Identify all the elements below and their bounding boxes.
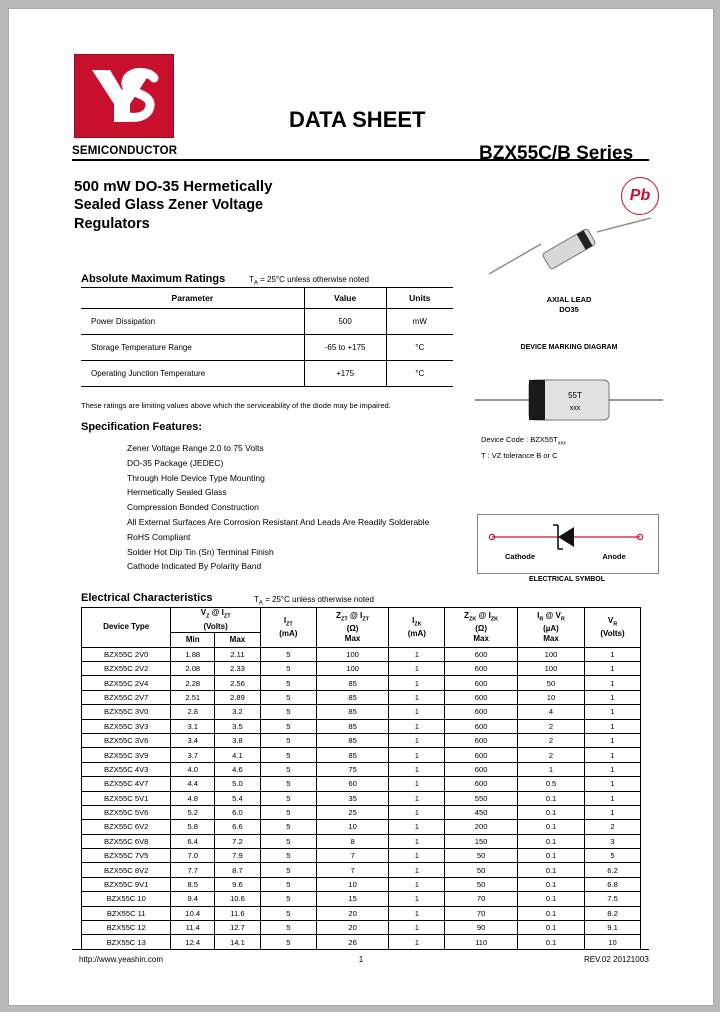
axial-caption-line1: AXIAL LEAD — [546, 295, 592, 304]
ec-r3-c3: 5 — [260, 690, 316, 704]
footer-revision: REV.02 2012100З — [583, 955, 649, 964]
ec-r0-c1: 1.88 — [171, 647, 215, 661]
ec-r0-c5: 1 — [389, 647, 445, 661]
ec-subcol-min: Min — [171, 632, 215, 647]
ec-r2-c3: 5 — [260, 676, 316, 690]
table-row — [82, 690, 641, 704]
ec-r12-c8: 2 — [585, 820, 641, 834]
table-row — [81, 361, 453, 387]
ec-r10-c6: 550 — [445, 791, 518, 805]
product-heading — [74, 177, 404, 234]
ec-r3-c8: 1 — [585, 690, 641, 704]
list-item: Through Hole Device Type Mounting — [127, 472, 265, 483]
ec-r12-c0: BZX55C 6V2 — [82, 820, 171, 834]
ec-r19-c7: 0.1 — [517, 921, 584, 935]
ec-r6-c1: 3.4 — [171, 733, 215, 747]
abs-r1-c2: °C — [386, 335, 453, 361]
footer-url[interactable]: http://www.yeashin.com — [79, 955, 164, 964]
ec-r10-c3: 5 — [260, 791, 316, 805]
ec-r10-c0: BZX55C 5V1 — [82, 791, 171, 805]
ec-r11-c2: 6.0 — [215, 805, 261, 819]
ec-col-zzt: $Z_{ZT}$ @ $I_{ZT}$ (Ω) Max — [316, 608, 389, 648]
ec-r13-c5: 1 — [389, 834, 445, 848]
ec-r3-c7: 10 — [517, 690, 584, 704]
ec-r20-c5: 1 — [389, 935, 445, 949]
table-row — [81, 335, 453, 361]
ec-r10-c8: 1 — [585, 791, 641, 805]
ec-r20-c0: BZX55C 13 — [82, 935, 171, 949]
list-item: Compression Bonded Construction — [127, 502, 259, 513]
ec-r9-c4: 60 — [316, 777, 389, 791]
ec-r16-c8: 6.8 — [585, 877, 641, 891]
footer-page-number: 1 — [358, 955, 364, 964]
footer-divider — [72, 949, 649, 950]
table-row — [82, 791, 641, 805]
electrical-symbol-caption: ELECTRICAL SYMBOL — [528, 576, 606, 583]
table-row — [82, 719, 641, 733]
ec-r1-c5: 1 — [389, 661, 445, 675]
ec-r8-c2: 4.6 — [215, 762, 261, 776]
table-row — [82, 921, 641, 935]
ec-r2-c0: BZX55C 2V4 — [82, 676, 171, 690]
ec-r19-c2: 12.7 — [215, 921, 261, 935]
ec-r20-c8: 10 — [585, 935, 641, 949]
table-row — [82, 906, 641, 920]
ec-r0-c8: 1 — [585, 647, 641, 661]
ec-r1-c2: 2.33 — [215, 661, 261, 675]
ec-r10-c2: 5.4 — [215, 791, 261, 805]
ec-r5-c1: 3.1 — [171, 719, 215, 733]
abs-r2-c2: °C — [386, 361, 453, 387]
list-item: Cathode Indicated By Polarity Band — [127, 561, 262, 572]
ec-r2-c7: 50 — [517, 676, 584, 690]
table-row — [82, 834, 641, 848]
ec-r3-c6: 600 — [445, 690, 518, 704]
axial-lead-diagram — [479, 204, 659, 294]
ec-r1-c3: 5 — [260, 661, 316, 675]
ec-r9-c2: 5.0 — [215, 777, 261, 791]
ec-r18-c3: 5 — [260, 906, 316, 920]
ec-r10-c5: 1 — [389, 791, 445, 805]
ec-r17-c0: BZX55C 10 — [82, 892, 171, 906]
ec-r7-c7: 2 — [517, 748, 584, 762]
ec-r16-c7: 0.1 — [517, 877, 584, 891]
ec-r6-c6: 600 — [445, 733, 518, 747]
ec-r16-c1: 8.5 — [171, 877, 215, 891]
table-row — [82, 777, 641, 791]
ec-r10-c1: 4.8 — [171, 791, 215, 805]
ec-r8-c7: 1 — [517, 762, 584, 776]
table-row — [81, 309, 453, 335]
ec-r2-c1: 2.28 — [171, 676, 215, 690]
ec-r12-c4: 10 — [316, 820, 389, 834]
ec-r7-c6: 600 — [445, 748, 518, 762]
ec-r9-c3: 5 — [260, 777, 316, 791]
elec-char-title: Electrical Characteristics — [81, 592, 213, 604]
ec-r8-c8: 1 — [585, 762, 641, 776]
ec-r13-c8: 3 — [585, 834, 641, 848]
ec-r15-c1: 7.7 — [171, 863, 215, 877]
ec-r8-c3: 5 — [260, 762, 316, 776]
abs-col-units: Units — [386, 288, 453, 309]
ec-r4-c2: 3.2 — [215, 705, 261, 719]
ec-r20-c7: 0.1 — [517, 935, 584, 949]
ec-r17-c2: 10.6 — [215, 892, 261, 906]
ec-r13-c7: 0.1 — [517, 834, 584, 848]
ec-r18-c5: 1 — [389, 906, 445, 920]
electrical-symbol-diagram — [477, 514, 659, 574]
table-row — [82, 733, 641, 747]
ec-r4-c6: 600 — [445, 705, 518, 719]
ec-r3-c5: 1 — [389, 690, 445, 704]
ec-r14-c6: 50 — [445, 849, 518, 863]
ec-r13-c4: 8 — [316, 834, 389, 848]
ec-r6-c4: 85 — [316, 733, 389, 747]
abs-r0-c0: Power Dissipation — [81, 309, 304, 335]
ec-r19-c6: 90 — [445, 921, 518, 935]
list-item: DO-35 Package (JEDEC) — [127, 457, 224, 468]
ec-r13-c3: 5 — [260, 834, 316, 848]
ec-r10-c4: 35 — [316, 791, 389, 805]
list-item: Solder Hot Dip Tin (Sn) Terminal Finish — [127, 546, 274, 557]
ec-r0-c4: 100 — [316, 647, 389, 661]
ec-r15-c8: 6.2 — [585, 863, 641, 877]
ec-r16-c3: 5 — [260, 877, 316, 891]
abs-r2-c1: +175 — [304, 361, 386, 387]
ec-r15-c0: BZX55C 8V2 — [82, 863, 171, 877]
abs-r0-c2: mW — [386, 309, 453, 335]
ec-r20-c4: 26 — [316, 935, 389, 949]
ec-r7-c2: 4.1 — [215, 748, 261, 762]
document-page — [8, 8, 714, 1006]
ec-r12-c1: 5.8 — [171, 820, 215, 834]
svg-text:55T: 55T — [568, 391, 582, 400]
ec-col-zzk: $Z_{ZK}$ @ $I_{ZK}$ (Ω) Max — [445, 608, 518, 648]
table-row — [82, 676, 641, 690]
ec-r17-c6: 70 — [445, 892, 518, 906]
ec-r7-c5: 1 — [389, 748, 445, 762]
table-row — [82, 762, 641, 776]
device-code-note — [481, 434, 566, 461]
ec-r17-c7: 0.1 — [517, 892, 584, 906]
ec-r17-c5: 1 — [389, 892, 445, 906]
ec-r13-c2: 7.2 — [215, 834, 261, 848]
svg-text:Anode: Anode — [602, 552, 626, 561]
ec-r3-c0: BZX55C 2V7 — [82, 690, 171, 704]
ec-r20-c3: 5 — [260, 935, 316, 949]
ec-col-izk: $I_{ZK}$ (mA) — [389, 608, 445, 648]
ec-r18-c8: 8.2 — [585, 906, 641, 920]
ec-r7-c0: BZX55C 3V9 — [82, 748, 171, 762]
ec-r18-c6: 70 — [445, 906, 518, 920]
ec-r8-c5: 1 — [389, 762, 445, 776]
table-header-row — [81, 288, 453, 309]
abs-col-value: Value — [304, 288, 386, 309]
ec-r13-c6: 150 — [445, 834, 518, 848]
ec-r4-c5: 1 — [389, 705, 445, 719]
ec-r4-c1: 2.8 — [171, 705, 215, 719]
ec-r15-c3: 5 — [260, 863, 316, 877]
ec-r19-c3: 5 — [260, 921, 316, 935]
elec-char-note: $T_A = 25^\circ C$ unless otherwise noted — [254, 595, 374, 607]
ec-r17-c3: 5 — [260, 892, 316, 906]
ec-r2-c5: 1 — [389, 676, 445, 690]
ec-r18-c0: BZX55C 11 — [82, 906, 171, 920]
ec-col-izt: $I_{ZT}$ (mA) — [260, 608, 316, 648]
product-heading-line2: Sealed Glass Zener Voltage — [74, 197, 264, 213]
ec-r9-c0: BZX55C 4V7 — [82, 777, 171, 791]
ec-r5-c6: 600 — [445, 719, 518, 733]
ec-r5-c3: 5 — [260, 719, 316, 733]
table-row — [82, 877, 641, 891]
ec-r4-c3: 5 — [260, 705, 316, 719]
table-row — [82, 748, 641, 762]
ec-r19-c0: BZX55C 12 — [82, 921, 171, 935]
ec-r16-c0: BZX55C 9V1 — [82, 877, 171, 891]
ec-r11-c8: 1 — [585, 805, 641, 819]
ec-r13-c1: 6.4 — [171, 834, 215, 848]
lead-free-pb-icon: Pb — [621, 177, 659, 215]
ec-r16-c4: 10 — [316, 877, 389, 891]
ec-col-ir: $I_R$ @ $V_R$ (µA) Max — [517, 608, 584, 648]
abs-max-footnote: These ratings are limiting values above which the serviceability of the diode may be impaired. — [81, 401, 391, 410]
ec-r19-c5: 1 — [389, 921, 445, 935]
ec-r2-c4: 85 — [316, 676, 389, 690]
ec-r8-c4: 75 — [316, 762, 389, 776]
ec-r5-c8: 1 — [585, 719, 641, 733]
ec-r2-c2: 2.56 — [215, 676, 261, 690]
device-marking-diagram — [471, 364, 667, 436]
ec-r5-c7: 2 — [517, 719, 584, 733]
ec-r5-c5: 1 — [389, 719, 445, 733]
ec-r15-c5: 1 — [389, 863, 445, 877]
ys-logo-icon — [76, 56, 172, 136]
ec-r2-c8: 1 — [585, 676, 641, 690]
ec-subcol-max: Max — [215, 632, 261, 647]
ec-r1-c1: 2.08 — [171, 661, 215, 675]
ec-r9-c1: 4.4 — [171, 777, 215, 791]
list-item: Hermetically Sealed Glass — [127, 487, 227, 498]
ec-r19-c1: 11.4 — [171, 921, 215, 935]
company-name: SEMICONDUCTOR — [72, 145, 178, 157]
ec-r11-c7: 0.1 — [517, 805, 584, 819]
abs-max-note: $T_A = 25^\circ C$ unless otherwise noted — [249, 275, 369, 287]
ec-r4-c7: 4 — [517, 705, 584, 719]
ec-r3-c4: 85 — [316, 690, 389, 704]
ec-r5-c0: BZX55C 3V3 — [82, 719, 171, 733]
ec-r14-c1: 7.0 — [171, 849, 215, 863]
product-heading-line1: 500 mW DO-35 Hermetically — [74, 178, 273, 195]
ec-r15-c4: 7 — [316, 863, 389, 877]
ec-r3-c1: 2.51 — [171, 690, 215, 704]
ec-r8-c1: 4.0 — [171, 762, 215, 776]
ec-r12-c7: 0.1 — [517, 820, 584, 834]
ec-r20-c2: 14.1 — [215, 935, 261, 949]
ec-r17-c8: 7.5 — [585, 892, 641, 906]
ec-r16-c2: 9.6 — [215, 877, 261, 891]
ec-r11-c5: 1 — [389, 805, 445, 819]
table-row — [82, 863, 641, 877]
ec-r11-c1: 5.2 — [171, 805, 215, 819]
ec-r9-c7: 0.5 — [517, 777, 584, 791]
ec-r6-c0: BZX55C 3V6 — [82, 733, 171, 747]
ec-r9-c5: 1 — [389, 777, 445, 791]
ec-r20-c6: 110 — [445, 935, 518, 949]
ec-r10-c7: 0.1 — [517, 791, 584, 805]
table-row — [82, 849, 641, 863]
table-row — [82, 661, 641, 675]
ec-r6-c5: 1 — [389, 733, 445, 747]
ec-r11-c0: BZX55C 5V6 — [82, 805, 171, 819]
ec-r11-c3: 5 — [260, 805, 316, 819]
ec-r16-c5: 1 — [389, 877, 445, 891]
ec-r18-c2: 11.6 — [215, 906, 261, 920]
ec-r5-c4: 85 — [316, 719, 389, 733]
ec-r11-c6: 450 — [445, 805, 518, 819]
ec-r14-c0: BZX55C 7V5 — [82, 849, 171, 863]
ec-r3-c2: 2.89 — [215, 690, 261, 704]
ec-r7-c1: 3.7 — [171, 748, 215, 762]
elec-table-body — [82, 647, 641, 949]
abs-r1-c1: -65 to +175 — [304, 335, 386, 361]
ec-r7-c4: 85 — [316, 748, 389, 762]
device-code-line1: Device Code : $BZX55T_{xxx}$ — [481, 435, 566, 447]
ec-r5-c2: 3.5 — [215, 719, 261, 733]
ec-r14-c7: 0.1 — [517, 849, 584, 863]
axial-caption-line2: DO35 — [559, 305, 579, 314]
abs-r2-c0: Operating Junction Temperature — [81, 361, 304, 387]
ec-r1-c0: BZX55C 2V2 — [82, 661, 171, 675]
abs-r1-c0: Storage Temperature Range — [81, 335, 304, 361]
ec-r6-c2: 3.8 — [215, 733, 261, 747]
table-row — [82, 805, 641, 819]
table-row — [82, 892, 641, 906]
ec-r0-c7: 100 — [517, 647, 584, 661]
ec-r0-c6: 600 — [445, 647, 518, 661]
ec-col-vr: $V_R$ (Volts) — [585, 608, 641, 648]
list-item: All External Surfaces Are Corrosion Resistant And Leads Are Readily Solderable — [127, 516, 430, 527]
ec-r15-c6: 50 — [445, 863, 518, 877]
abs-max-table — [81, 287, 453, 387]
ec-r0-c2: 2.11 — [215, 647, 261, 661]
device-code-line2: T : VZ tolerance B or C — [481, 450, 558, 460]
company-logo — [74, 54, 174, 138]
ec-r6-c8: 1 — [585, 733, 641, 747]
ec-r12-c2: 6.6 — [215, 820, 261, 834]
table-row — [82, 935, 641, 949]
ec-r4-c8: 1 — [585, 705, 641, 719]
ec-r11-c4: 25 — [316, 805, 389, 819]
ec-r14-c5: 1 — [389, 849, 445, 863]
document-title: DATA SHEET — [289, 107, 426, 132]
ec-r18-c7: 0.1 — [517, 906, 584, 920]
abs-col-parameter: Parameter — [81, 288, 304, 309]
ec-r1-c8: 1 — [585, 661, 641, 675]
product-heading-line3: Regulators — [74, 216, 150, 232]
ec-r14-c3: 5 — [260, 849, 316, 863]
ec-r0-c0: BZX55C 2V0 — [82, 647, 171, 661]
ec-r19-c4: 20 — [316, 921, 389, 935]
ec-r14-c4: 7 — [316, 849, 389, 863]
ec-r7-c3: 5 — [260, 748, 316, 762]
ec-r9-c6: 600 — [445, 777, 518, 791]
table-row — [82, 705, 641, 719]
ec-r14-c2: 7.9 — [215, 849, 261, 863]
ec-r17-c4: 15 — [316, 892, 389, 906]
device-marking-caption: DEVICE MARKING DIAGRAM — [520, 344, 618, 351]
list-item: RoHS Compliant — [127, 531, 191, 542]
ec-r1-c4: 100 — [316, 661, 389, 675]
ec-r18-c4: 20 — [316, 906, 389, 920]
ec-r4-c0: BZX55C 3V0 — [82, 705, 171, 719]
ec-r12-c6: 200 — [445, 820, 518, 834]
ec-r15-c7: 0.1 — [517, 863, 584, 877]
table-header-row — [82, 608, 641, 633]
spec-features-title: Specification Features: — [81, 421, 203, 433]
ec-r15-c2: 8.7 — [215, 863, 261, 877]
ec-r0-c3: 5 — [260, 647, 316, 661]
ec-r20-c1: 12.4 — [171, 935, 215, 949]
ec-r16-c6: 50 — [445, 877, 518, 891]
ec-r12-c3: 5 — [260, 820, 316, 834]
abs-max-title: Absolute Maximum Ratings — [81, 273, 226, 285]
ec-r18-c1: 10.4 — [171, 906, 215, 920]
ec-r8-c6: 600 — [445, 762, 518, 776]
ec-r14-c8: 5 — [585, 849, 641, 863]
ec-r12-c5: 1 — [389, 820, 445, 834]
axial-lead-caption — [479, 295, 659, 315]
ec-r8-c0: BZX55C 4V3 — [82, 762, 171, 776]
svg-text:xxx: xxx — [569, 405, 581, 412]
table-row — [82, 820, 641, 834]
ec-r19-c8: 9.1 — [585, 921, 641, 935]
electrical-characteristics-table — [81, 607, 641, 950]
ec-r7-c8: 1 — [585, 748, 641, 762]
ec-r6-c3: 5 — [260, 733, 316, 747]
list-item: Zener Voltage Range 2.0 to 75 Volts — [127, 443, 264, 453]
svg-text:Cathode: Cathode — [505, 552, 535, 561]
series-title: BZX55C/B Series — [479, 143, 634, 164]
ec-r9-c8: 1 — [585, 777, 641, 791]
ec-r1-c6: 600 — [445, 661, 518, 675]
ec-col-device-type: Device Type — [82, 608, 171, 648]
abs-r0-c1: 500 — [304, 309, 386, 335]
table-row — [82, 647, 641, 661]
ec-r1-c7: 100 — [517, 661, 584, 675]
ec-r6-c7: 2 — [517, 733, 584, 747]
spec-features-list — [127, 441, 429, 574]
ec-r13-c0: BZX55C 6V8 — [82, 834, 171, 848]
ec-r4-c4: 85 — [316, 705, 389, 719]
ec-r2-c6: 600 — [445, 676, 518, 690]
ec-col-vz: $V_Z$ @ $I_{ZT}$ (Volts) — [171, 608, 260, 633]
ec-r17-c1: 9.4 — [171, 892, 215, 906]
